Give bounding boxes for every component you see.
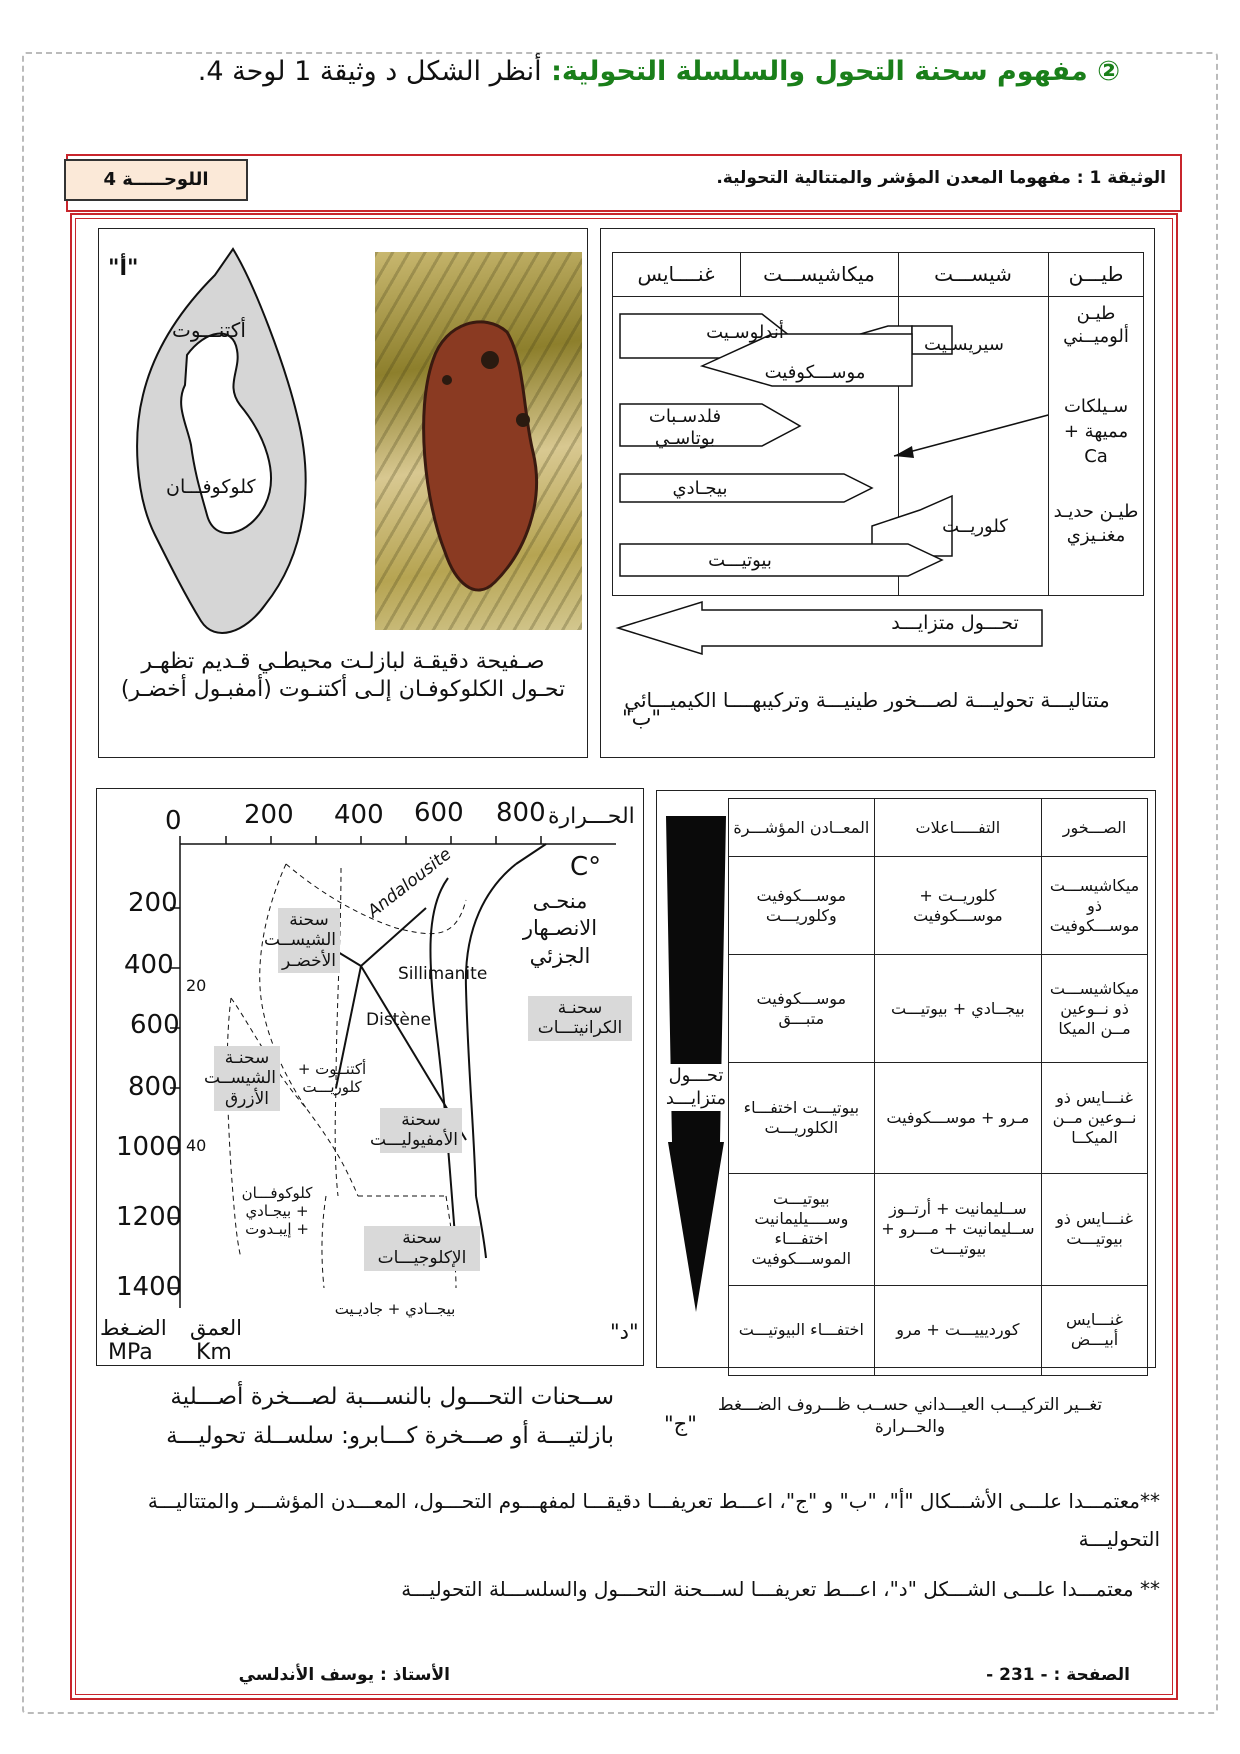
pressure-unit: MPa [108,1340,153,1365]
top-tick-0: 0 [165,806,182,836]
zone-granulite: سحنـة الكرانيتـــات [528,996,632,1041]
section-number: ② [1097,56,1120,87]
question-1: **معتمـــدا علـــى الأشـــكال "أ"، "ب" و "ج"، اعـــط تعريفـــا دقيقـــا لمفهـــوم التحـــول، المعـــدن المؤشـــر والمتتاليـــة التحوليـــة [147,1489,1160,1551]
temperature-unit: °C [570,852,602,882]
mineral-biotite: بيوتيـــت [708,550,772,571]
mineral-chlorite: كلوريــت [942,516,1008,537]
rock-label-silicates: سـيلكات مميهة + Ca [1063,396,1129,468]
col-header-micaschist: ميكاشيســـت [763,262,875,286]
panel-a-tag: "أ" [108,256,139,281]
col-header-minerals: المعــادن المؤشـــرة [729,799,875,857]
actinolite-label: أكتنـــوت [172,318,246,342]
col-header-clay: طيـــن [1068,262,1124,286]
specimen-photo [375,252,582,630]
section-subtitle: أنظر الشكل د وثيقة 1 لوحة 4. [197,56,542,87]
left-tick-800: 800 [128,1072,178,1102]
col-line [1048,252,1049,596]
left-tick-200: 200 [128,888,178,918]
author: الأستاذ : يوسف الأندلسي [238,1665,450,1685]
document-title: الوثيقة 1 : مفهوما المعدن المؤشر والمتتالية التحولية. [716,168,1166,188]
row-2-rock: ميكاشيســـت ذو نــوعين مــن الميكا [1042,955,1148,1063]
andalousite-label: Andalousite [364,844,456,922]
depth-tick-40: 40 [186,1136,207,1155]
sillimanite-label: Sillimanite [398,964,488,984]
indicator-minerals-table [728,798,1148,1376]
row-5-rock: غنـــايس أبيـــض [1042,1285,1148,1375]
left-tick-400: 400 [124,950,174,980]
rock-label-iron: طيـن حديـد مغنـيزي [1053,501,1139,547]
distene-label: Distène [366,1010,432,1030]
panel-c-tag: "ج" [664,1412,697,1436]
left-tick-1400: 1400 [116,1272,183,1302]
pressure-label: الضـغط [100,1316,167,1340]
zone-blue-schist: سحنـة الشيســت الأزرق [214,1046,280,1111]
panel-d-tag: "د" [610,1320,639,1344]
assoc-eclogite: بيجــادي + جاديـيت [334,1300,456,1318]
row-2-mineral: موســـكوفيت متبـــق [729,955,875,1063]
row-1-mineral: موســـكوفيت وكلوريـــت [729,857,875,955]
row-1-rock: ميكاشيســـت ذو موســـكوفيت [1042,857,1148,955]
row-2-reaction: بيجــادي + بيوتيـــت [874,955,1041,1063]
row-3-mineral: بيوتيـــت اختفـــاء الكلوريـــت [729,1063,875,1173]
row-3-reaction: مـرو + موســـكوفيت [874,1063,1041,1173]
depth-tick-20: 20 [186,976,207,995]
left-tick-1000: 1000 [116,1132,183,1162]
mineral-muscovite: موســـكوفيت [764,362,866,383]
crystal-drawing [115,245,335,645]
top-tick-600: 600 [414,798,464,828]
mineral-garnet: بيجـادي [672,478,728,499]
col-header-schist: شيســـت [934,262,1012,286]
row-3-rock: غنـــايس ذو نــوعين مــن الميكــا [1042,1063,1148,1173]
col-header-gneiss: غنــــايس [637,262,715,286]
zone-green-schist: سحنة الشيســت الأخضـر [278,908,340,973]
melting-curve-label: منحـى الانصـهار الجزئي [522,889,598,968]
panel-b-arrow-label: تحـــول متزايـــد [891,612,1019,634]
mineral-feldspar: فلدسـبات بوتاسـي [648,406,722,449]
row-4-mineral: بيوتيـــت وســــيليمانيت اختفـــاء الموســـكوفيت [729,1173,875,1285]
row-5-mineral: اختفـــاء البيوتيـــت [729,1285,875,1375]
section-heading: مفهوم سحنة التحول والسلسلة التحولية: [551,56,1088,87]
row-5-reaction: كورديييـــت + مرو [874,1285,1041,1375]
section-title [170,56,1120,87]
mineral-andalousite: أندلوسـيت [706,322,784,343]
page-number: الصفحة : - 231 - [986,1665,1130,1685]
temperature-label: الحـــرارة [548,804,635,829]
rock-label-alumina: طيـن ألوميــني [1063,303,1129,348]
question-2: ** معتمـــدا علـــى الشـــكل "د"، اعـــط تعريفـــا لســـحنة التحـــول والسلســـلة التحوليـــة [401,1577,1160,1601]
left-tick-1200: 1200 [116,1202,183,1232]
row-4-rock: غنـــايس ذو بيوتيـــت [1042,1173,1148,1285]
zone-eclogite: سحنة الإكلوجيـــات [364,1226,480,1271]
assoc-blue-schist: كلوكوفـــان + بيجـادي + إيبـدوت [241,1184,313,1238]
top-tick-400: 400 [334,800,384,830]
row-4-reaction: ســليمانيت + أرتــوز ســليمانيت + مـــرو + بيوتيـــت [874,1173,1041,1285]
panel-c-caption: تغــير التركيـــب العيـــداني حســب ظـــروف الضـــغط والحــرارة [717,1395,1103,1438]
row-1-reaction: كلوريــت + موســـكوفيت [874,857,1041,955]
left-tick-600: 600 [130,1010,180,1040]
panel-c-arrow-label: تحـــول متزايـــد [665,1065,727,1110]
panel-a-caption: صـفيحة دقيقـة لبازلـت محيطـي قـديم تظهـر تحـول الكلوكوفـان إلـى أكتنـوت (أمفبـول أخضـر) [120,649,566,702]
col-header-rocks: الصـــخور [1042,799,1148,857]
depth-label: العمق [190,1316,243,1340]
col-line [740,252,741,296]
assoc-green-schist: أكتنــوت + كلوريـــت [297,1060,367,1096]
panel-b-caption: متتاليـــة تحوليـــة لصـــخور طينيـــة وتركيبهــــا الكيميـــائي [624,688,1110,712]
top-tick-200: 200 [244,800,294,830]
board-label: اللوحـــــة 4 [64,159,248,201]
depth-unit: Km [196,1340,232,1365]
top-tick-800: 800 [496,798,546,828]
mineral-sericite: سيريسـيت [924,334,1004,355]
glaucophane-label: كلوكوفـــان [166,476,256,498]
panel-d-caption: ســحنات التحـــول بالنســـبة لصـــخرة أصـــلية بازلتيـــة أو صـــخرة كـــابرو: سلســلة تحوليـــة [166,1384,614,1450]
zone-amphibolite: سحنة الأمفيوليـــت [380,1108,462,1153]
col-header-reactions: التفـــــاعلات [874,799,1041,857]
panel-b-tag: "ب" [622,706,662,730]
